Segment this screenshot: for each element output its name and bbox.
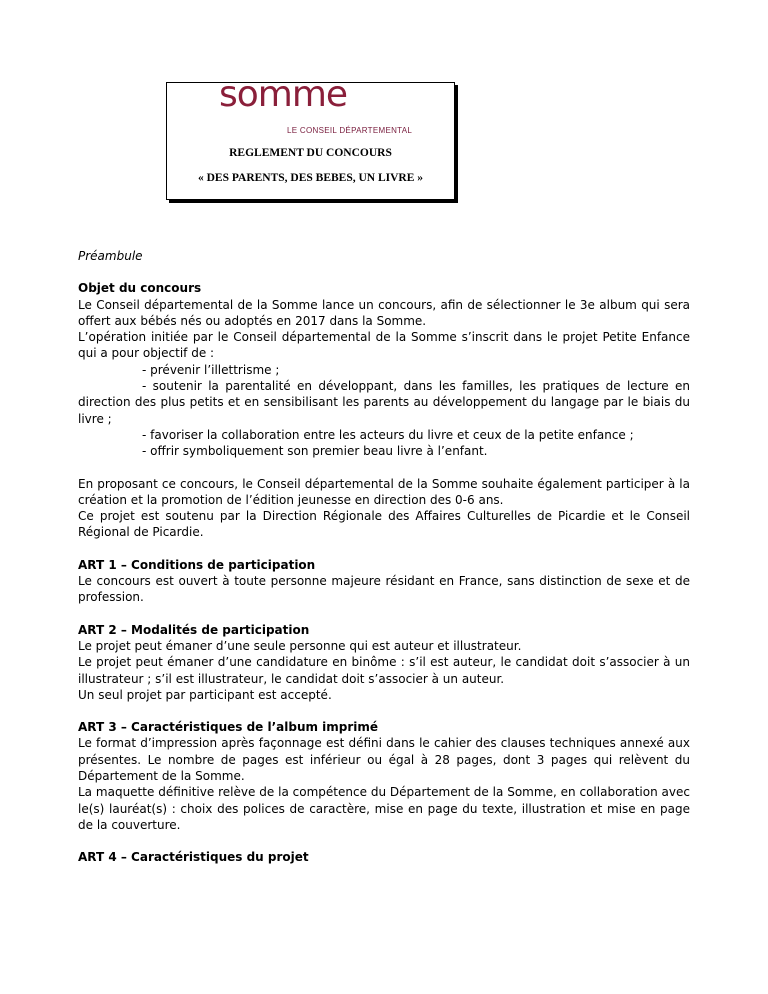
preambule-heading: Préambule (78, 249, 143, 263)
art3-paragraph-2: La maquette définitive relève de la compétence du Département de la Somme, en collaboration avec le(s) lauréat(s) : choix des polices de caractère, mise en page du texte, illustration et mise en page de la couverture. (78, 785, 690, 832)
objet-paragraph-1: Le Conseil départemental de la Somme lance un concours, afin de sélectionner le 3e album qui sera offert aux bébés nés ou adoptés en 2017 dans la Somme. (78, 297, 690, 328)
somme-logo: somme (219, 74, 348, 115)
document-title: REGLEMENT DU CONCOURS (229, 147, 392, 159)
objet-bullet-2: - soutenir la parentalité en développant, dans les familles, les pratiques de lecture en direction des plus petits et en sensibilisant les parents au développement du langage par le biais du livre ; (78, 379, 690, 426)
objet-heading: Objet du concours (78, 281, 202, 296)
art1-paragraph-1: Le concours est ouvert à toute personne majeure résidant en France, sans distinction de sexe et de profession. (78, 574, 690, 605)
header-box (166, 74, 455, 200)
objet-paragraph-3: En proposant ce concours, le Conseil départemental de la Somme souhaite également participer à la création et la promotion de l’édition jeunesse en direction des 0-6 ans. (78, 476, 690, 507)
objet-paragraph-2: L’opération initiée par le Conseil départemental de la Somme s’inscrit dans le projet Petite Enfance qui a pour objectif de : (78, 330, 690, 361)
art1-heading: ART 1 – Conditions de participation (78, 557, 316, 572)
art3-paragraph-1: Le format d’impression après façonnage est défini dans le cahier des clauses techniques annexé aux présentes. Le nombre de pages est inférieur ou égal à 28 pages, dont 3 pages qui relèvent du Département de la Somme. (78, 736, 690, 784)
objet-bullet-4: - offrir symboliquement son premier beau livre à l’enfant. (142, 444, 488, 459)
art2-paragraph-1: Le projet peut émaner d’une seule personne qui est auteur et illustrateur. (78, 638, 522, 653)
art2-heading: ART 2 – Modalités de participation (78, 622, 310, 637)
logo-subtitle: LE CONSEIL DÉPARTEMENTAL (287, 126, 413, 135)
objet-bullet-1: - prévenir l’illettrisme ; (142, 362, 280, 377)
art2-paragraph-2: Le projet peut émaner d’une candidature en binôme : s’il est auteur, le candidat doit s’associer à un illustrateur ; s’il est illustrateur, le candidat doit s’associer à un auteur. (78, 655, 690, 686)
art3-heading: ART 3 – Caractéristiques de l’album imprimé (78, 720, 379, 735)
objet-bullet-3: - favoriser la collaboration entre les acteurs du livre et ceux de la petite enfance ; (142, 427, 634, 442)
art2-paragraph-3: Un seul projet par participant est accepté. (78, 687, 332, 702)
objet-paragraph-4: Ce projet est soutenu par la Direction Régionale des Affaires Culturelles de Picardie et le Conseil Régional de Picardie. (78, 509, 690, 540)
document-body (78, 248, 690, 866)
contest-name: « DES PARENTS, DES BEBES, UN LIVRE » (197, 172, 424, 184)
art4-heading: ART 4 – Caractéristiques du projet (78, 850, 309, 865)
